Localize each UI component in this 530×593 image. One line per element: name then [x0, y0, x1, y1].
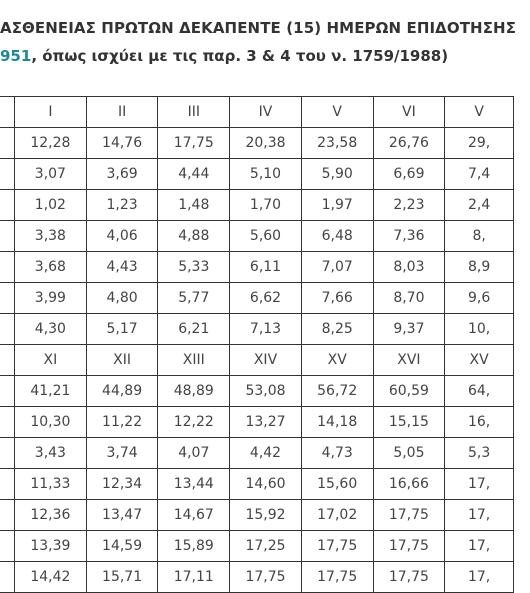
table-cell: 53,08 [230, 376, 302, 407]
table-cell: 16, [445, 407, 514, 438]
rates-table-body [0, 97, 514, 593]
table-cell: 4,44 [158, 159, 230, 190]
table-header-cell: XI [15, 345, 87, 376]
table-row [0, 252, 514, 283]
table-row [0, 500, 514, 531]
table-cell: 3,68 [15, 252, 87, 283]
table-cell: 17,75 [158, 128, 230, 159]
table-cell: 3,99 [15, 283, 87, 314]
table-cell: 6,48 [301, 221, 373, 252]
table-cell: 3,07 [15, 159, 87, 190]
table-cell: 14,76 [86, 128, 158, 159]
table-row [0, 314, 514, 345]
table-row [0, 438, 514, 469]
table-cell: 56,72 [301, 376, 373, 407]
table-cell: 13,27 [230, 407, 302, 438]
table-cell: 41,21 [15, 376, 87, 407]
table-cell: 8, [445, 221, 514, 252]
table-cell: 7,07 [301, 252, 373, 283]
subtitle-accent-number: 951 [0, 47, 32, 65]
table-header-row [0, 97, 514, 128]
table-cell: 1,23 [86, 190, 158, 221]
table-cell: 4,43 [86, 252, 158, 283]
table-row [0, 531, 514, 562]
table-cell: 17,75 [373, 500, 445, 531]
table-cell: 6,62 [230, 283, 302, 314]
table-cell: 14,18 [301, 407, 373, 438]
table-header-cell: XIV [230, 345, 302, 376]
table-cell: 44,89 [86, 376, 158, 407]
table-header-cell: XV [301, 345, 373, 376]
table-cell: 5,10 [230, 159, 302, 190]
table-cell: 10,30 [15, 407, 87, 438]
table-cell: 6,21 [158, 314, 230, 345]
table-cell: 64, [445, 376, 514, 407]
table-cell: 15,92 [230, 500, 302, 531]
table-row [0, 562, 514, 593]
table-cell: 4,42 [230, 438, 302, 469]
table-cell: 17,02 [301, 500, 373, 531]
table-cell: 1,02 [15, 190, 87, 221]
table-cell: 3,69 [86, 159, 158, 190]
table-header-cell: III [158, 97, 230, 128]
table-cell [0, 407, 15, 438]
table-cell: 14,67 [158, 500, 230, 531]
table-cell: 20,38 [230, 128, 302, 159]
table-cell: 8,70 [373, 283, 445, 314]
table-cell: 17,75 [301, 562, 373, 593]
table-cell: 14,59 [86, 531, 158, 562]
table-cell: 5,90 [301, 159, 373, 190]
table-cell: 12,22 [158, 407, 230, 438]
table-cell: 15,89 [158, 531, 230, 562]
table-cell: 3,38 [15, 221, 87, 252]
table-cell: 12,34 [86, 469, 158, 500]
table-cell [0, 314, 15, 345]
table-row [0, 469, 514, 500]
table-cell: 2,23 [373, 190, 445, 221]
table-cell [0, 469, 15, 500]
subtitle-text: , όπως ισχύει με τις παρ. 3 & 4 του ν. 1759/1988) [31, 47, 449, 65]
table-cell [0, 531, 15, 562]
table-cell: 23,58 [301, 128, 373, 159]
table-row [0, 283, 514, 314]
table-header-cell: XV [445, 345, 514, 376]
table-row [0, 376, 514, 407]
table-header-cell: XII [86, 345, 158, 376]
table-cell: 48,89 [158, 376, 230, 407]
table-cell: 15,60 [301, 469, 373, 500]
table-cell: 3,43 [15, 438, 87, 469]
table-cell: 5,3 [445, 438, 514, 469]
table-cell: 17, [445, 531, 514, 562]
table-cell: 5,77 [158, 283, 230, 314]
table-cell: 17, [445, 562, 514, 593]
table-cell: 12,36 [15, 500, 87, 531]
table-cell: 8,03 [373, 252, 445, 283]
table-cell: 14,60 [230, 469, 302, 500]
table-header-cell: IV [230, 97, 302, 128]
table-header-cell: XIII [158, 345, 230, 376]
table-cell: 15,71 [86, 562, 158, 593]
table-header-cell: V [301, 97, 373, 128]
table-cell: 5,05 [373, 438, 445, 469]
table-cell [0, 438, 15, 469]
table-cell [0, 159, 15, 190]
table-cell: 13,44 [158, 469, 230, 500]
table-cell: 8,9 [445, 252, 514, 283]
table-cell: 1,97 [301, 190, 373, 221]
table-cell: 17, [445, 500, 514, 531]
table-cell: 17,75 [373, 562, 445, 593]
table-cell: 17,75 [373, 531, 445, 562]
table-cell: 4,88 [158, 221, 230, 252]
table-cell: 9,37 [373, 314, 445, 345]
table-cell: 5,33 [158, 252, 230, 283]
table-cell [0, 190, 15, 221]
table-cell [0, 283, 15, 314]
table-cell: 15,15 [373, 407, 445, 438]
table-cell: 4,07 [158, 438, 230, 469]
table-cell: 60,59 [373, 376, 445, 407]
table-cell: 4,06 [86, 221, 158, 252]
table-cell: 3,74 [86, 438, 158, 469]
table-cell: 4,80 [86, 283, 158, 314]
table-cell: 9,6 [445, 283, 514, 314]
table-cell [0, 252, 15, 283]
table-cell: 17,11 [158, 562, 230, 593]
table-subtitle [0, 47, 448, 65]
table-cell: 14,42 [15, 562, 87, 593]
table-cell: 13,47 [86, 500, 158, 531]
table-cell: 29, [445, 128, 514, 159]
table-cell: 4,30 [15, 314, 87, 345]
table-cell: 7,13 [230, 314, 302, 345]
table-header-cell: I [15, 97, 87, 128]
table-cell: 11,22 [86, 407, 158, 438]
table-cell: 10, [445, 314, 514, 345]
table-cell: 8,25 [301, 314, 373, 345]
table-cell: 17, [445, 469, 514, 500]
table-row [0, 407, 514, 438]
table-cell: 6,11 [230, 252, 302, 283]
table-title: ΑΣΘΕΝΕΙΑΣ ΠΡΩΤΩΝ ΔΕΚΑΠΕΝΤΕ (15) ΗΜΕΡΩΝ ΕΠΙΔΟΤΗΣΗΣ [0, 19, 517, 37]
table-cell [0, 500, 15, 531]
table-header-cell [0, 97, 15, 128]
table-cell [0, 128, 15, 159]
table-header-row [0, 345, 514, 376]
table-cell: 13,39 [15, 531, 87, 562]
table-row [0, 190, 514, 221]
table-cell [0, 562, 15, 593]
table-header-cell: XVI [373, 345, 445, 376]
table-cell: 6,69 [373, 159, 445, 190]
table-cell: 26,76 [373, 128, 445, 159]
table-cell: 5,60 [230, 221, 302, 252]
table-row [0, 221, 514, 252]
table-row [0, 128, 514, 159]
table-cell: 7,36 [373, 221, 445, 252]
table-cell: 1,48 [158, 190, 230, 221]
table-cell [0, 221, 15, 252]
table-row [0, 159, 514, 190]
table-cell: 7,66 [301, 283, 373, 314]
table-cell: 1,70 [230, 190, 302, 221]
table-cell: 11,33 [15, 469, 87, 500]
table-cell: 12,28 [15, 128, 87, 159]
table-cell: 7,4 [445, 159, 514, 190]
table-cell: 16,66 [373, 469, 445, 500]
table-cell: 4,73 [301, 438, 373, 469]
table-cell: 17,75 [230, 562, 302, 593]
table-header-cell: VI [373, 97, 445, 128]
table-header-cell [0, 345, 15, 376]
table-cell: 5,17 [86, 314, 158, 345]
table-header-cell: V [445, 97, 514, 128]
table-cell: 2,4 [445, 190, 514, 221]
rates-table [0, 96, 514, 593]
table-header-cell: II [86, 97, 158, 128]
table-cell [0, 376, 15, 407]
table-cell: 17,25 [230, 531, 302, 562]
table-cell: 17,75 [301, 531, 373, 562]
